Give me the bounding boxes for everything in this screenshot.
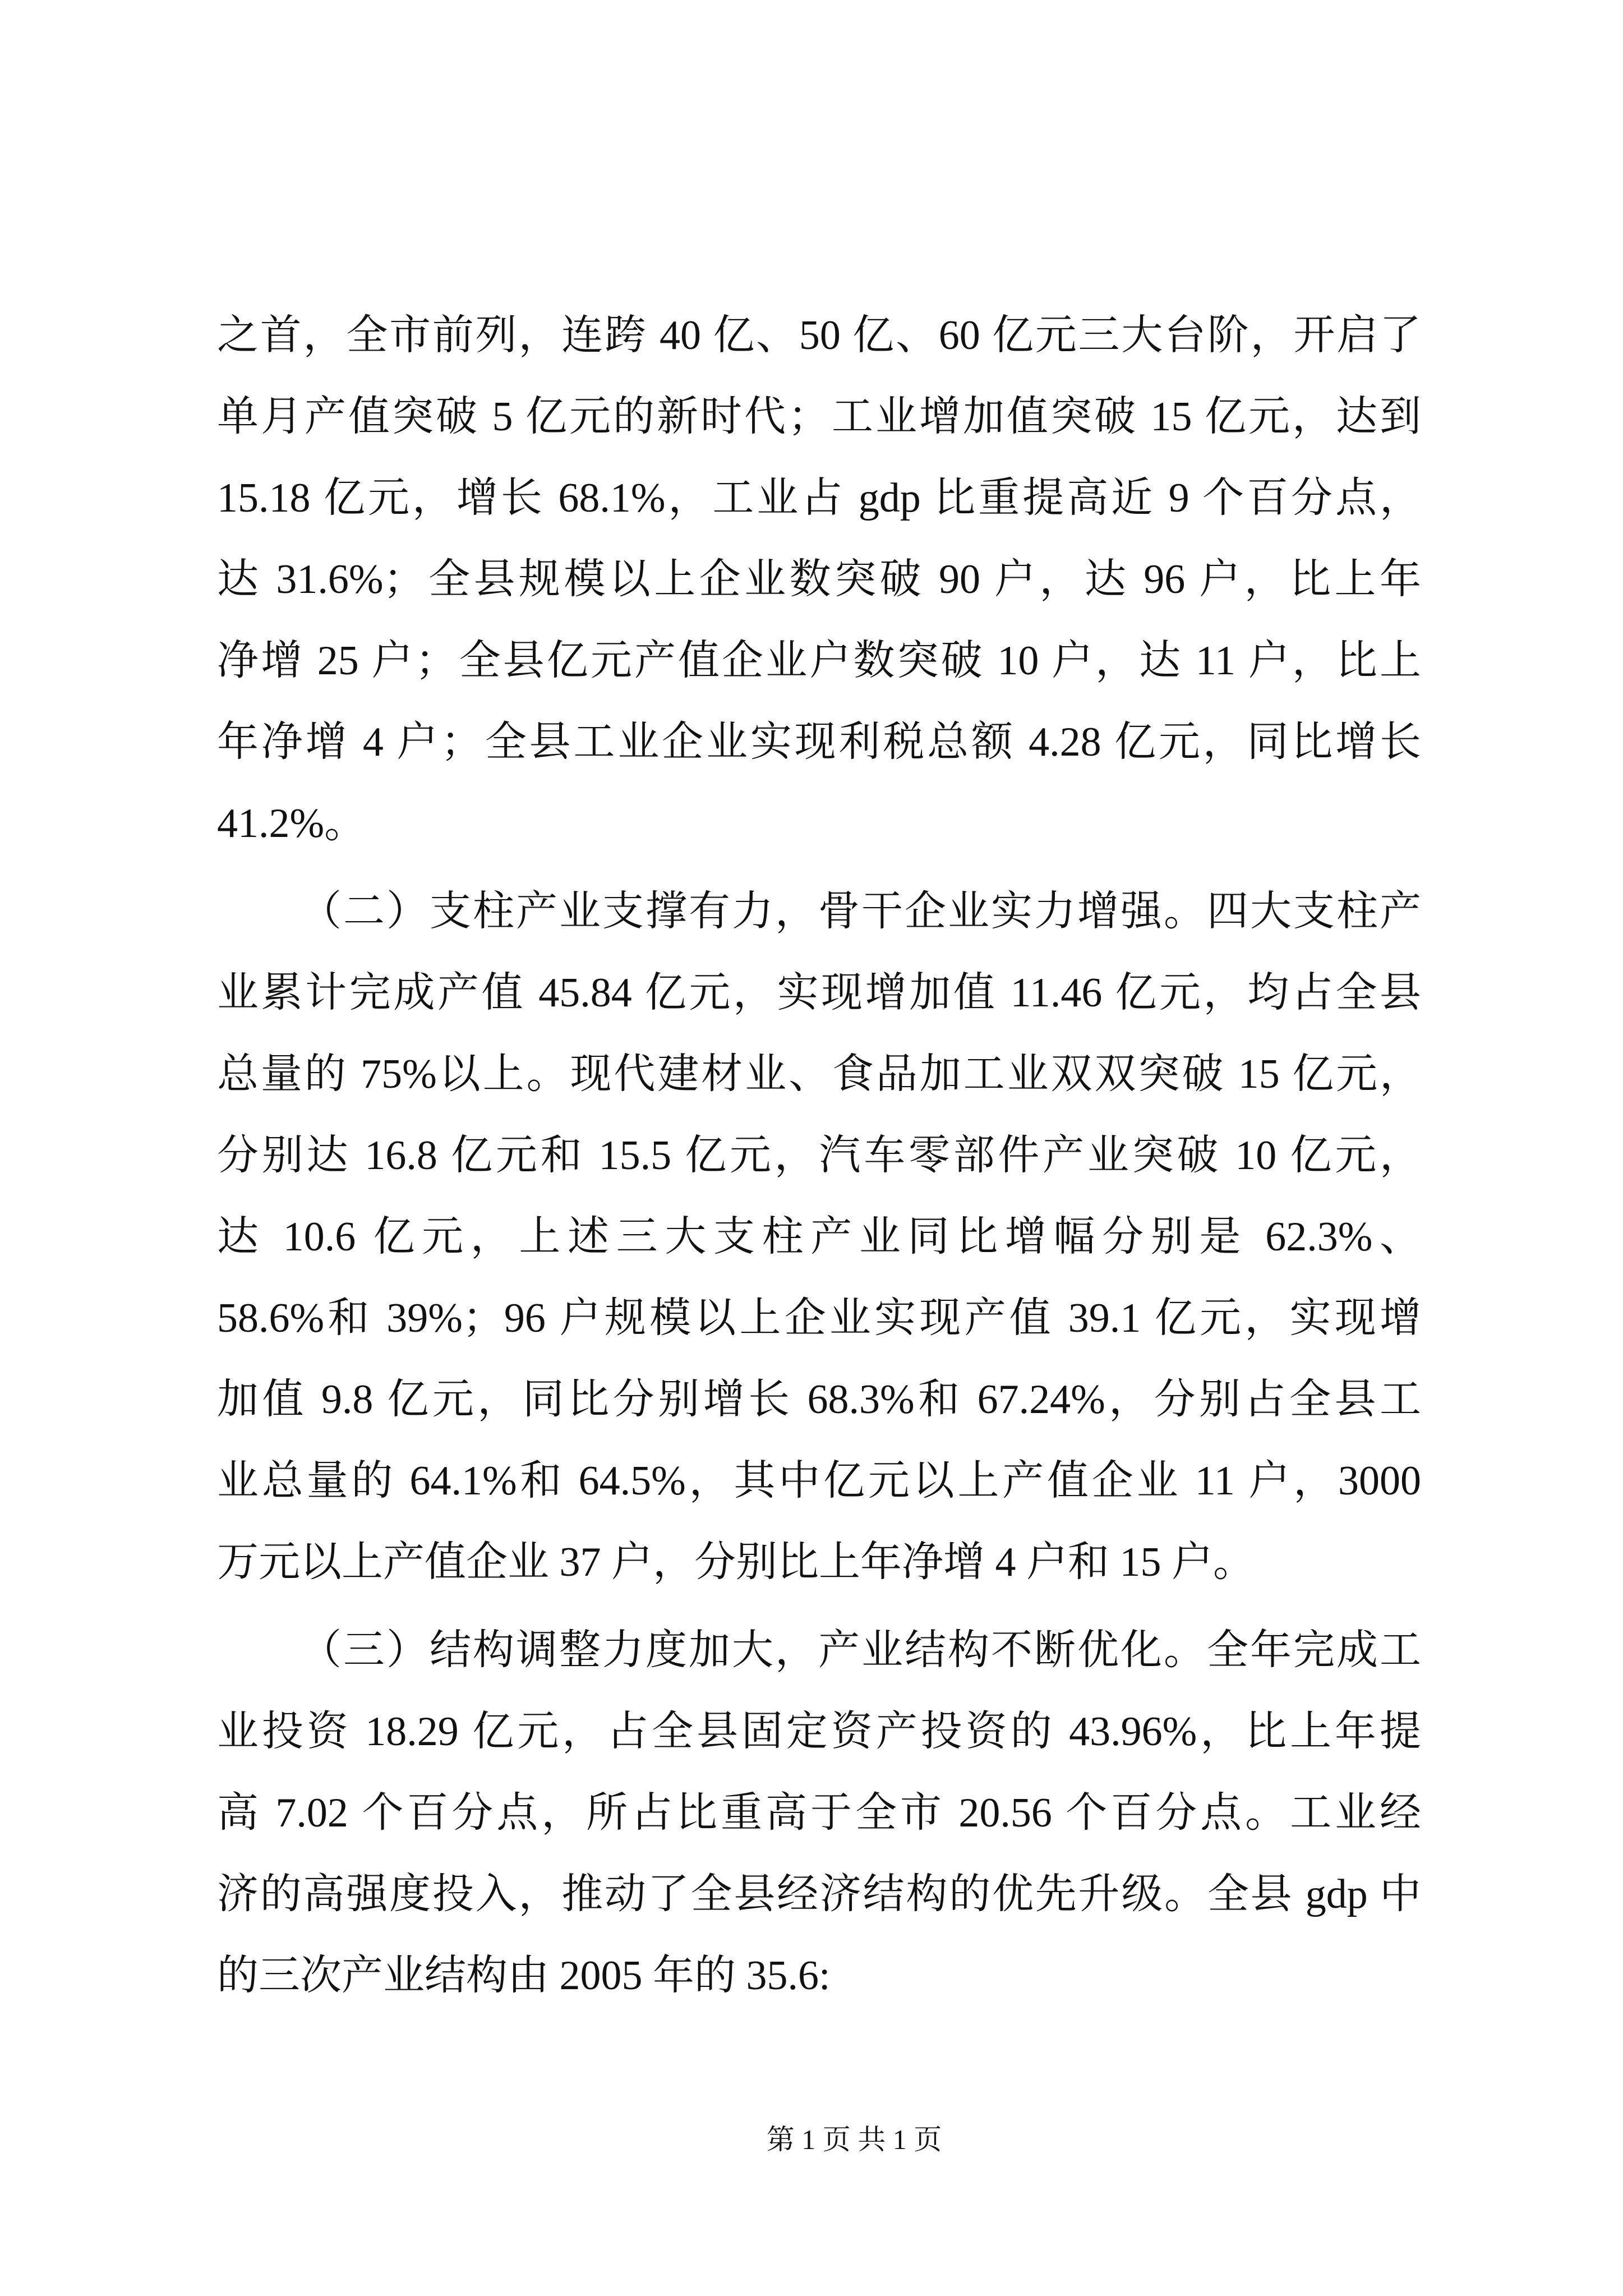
text-line: 分别达 16.8 亿元和 15.5 亿元，汽车零部件产业突破 10 亿元，: [217, 1133, 1421, 1179]
paragraph-pillar-industries: [217, 871, 1421, 1603]
text-line: 15.18 亿元，增长 68.1%，工业占 gdp 比重提高近 9 个百分点，: [217, 475, 1421, 521]
text-line: 万元以上产值企业 37 户，分别比上年净增 4 户和 15 户。: [217, 1539, 1255, 1585]
text-line: 总量的 75%以上。现代建材业、食品加工业双双突破 15 亿元，: [217, 1051, 1421, 1097]
text-line: 加值 9.8 亿元，同比分别增长 68.3%和 67.24%，分别占全县工: [217, 1377, 1421, 1423]
text-line: 济的高强度投入，推动了全县经济结构的优先升级。全县 gdp 中: [217, 1871, 1421, 1917]
paragraph-structural-adjustment: [217, 1610, 1421, 2017]
text-line: （三）结构调整力度加大，产业结构不断优化。全年完成工: [300, 1627, 1421, 1673]
text-line: 达 10.6 亿元，上述三大支柱产业同比增幅分别是 62.3%、: [217, 1214, 1421, 1260]
page-number-label: 第 1 页 共 1 页: [766, 2124, 942, 2155]
text-line: 业累计完成产值 45.84 亿元，实现增加值 11.46 亿元，均占全县: [217, 970, 1421, 1016]
text-line: 业总量的 64.1%和 64.5%，其中亿元以上产值企业 11 户，3000: [217, 1458, 1421, 1504]
text-line: 高 7.02 个百分点，所占比重高于全市 20.56 个百分点。工业经: [217, 1790, 1421, 1836]
text-line: 业投资 18.29 亿元，占全县固定资产投资的 43.96%，比上年提: [217, 1709, 1421, 1755]
text-line: 年净增 4 户；全县工业企业实现利税总额 4.28 亿元，同比增长: [217, 719, 1421, 765]
text-line: 达 31.6%；全县规模以上企业数突破 90 户，达 96 户，比上年: [217, 556, 1421, 602]
text-line: 之首，全市前列，连跨 40 亿、50 亿、60 亿元三大台阶，开启了: [217, 312, 1421, 358]
text-line: 58.6%和 39%；96 户规模以上企业实现产值 39.1 亿元，实现增: [217, 1295, 1421, 1341]
text-line: 净增 25 户；全县亿元产值企业户数突破 10 户，达 11 户，比上: [217, 638, 1421, 684]
text-line: 的三次产业结构由 2005 年的 35.6:: [217, 1953, 831, 1999]
page-footer: [686, 2123, 1022, 2156]
text-line: 单月产值突破 5 亿元的新时代；工业增加值突破 15 亿元，达到: [217, 394, 1421, 440]
paragraph-continuation: [217, 295, 1421, 864]
document-body: [217, 295, 1421, 2023]
text-line: 41.2%。: [217, 800, 366, 846]
text-line: （二）支柱产业支撑有力，骨干企业实力增强。四大支柱产: [300, 889, 1421, 935]
